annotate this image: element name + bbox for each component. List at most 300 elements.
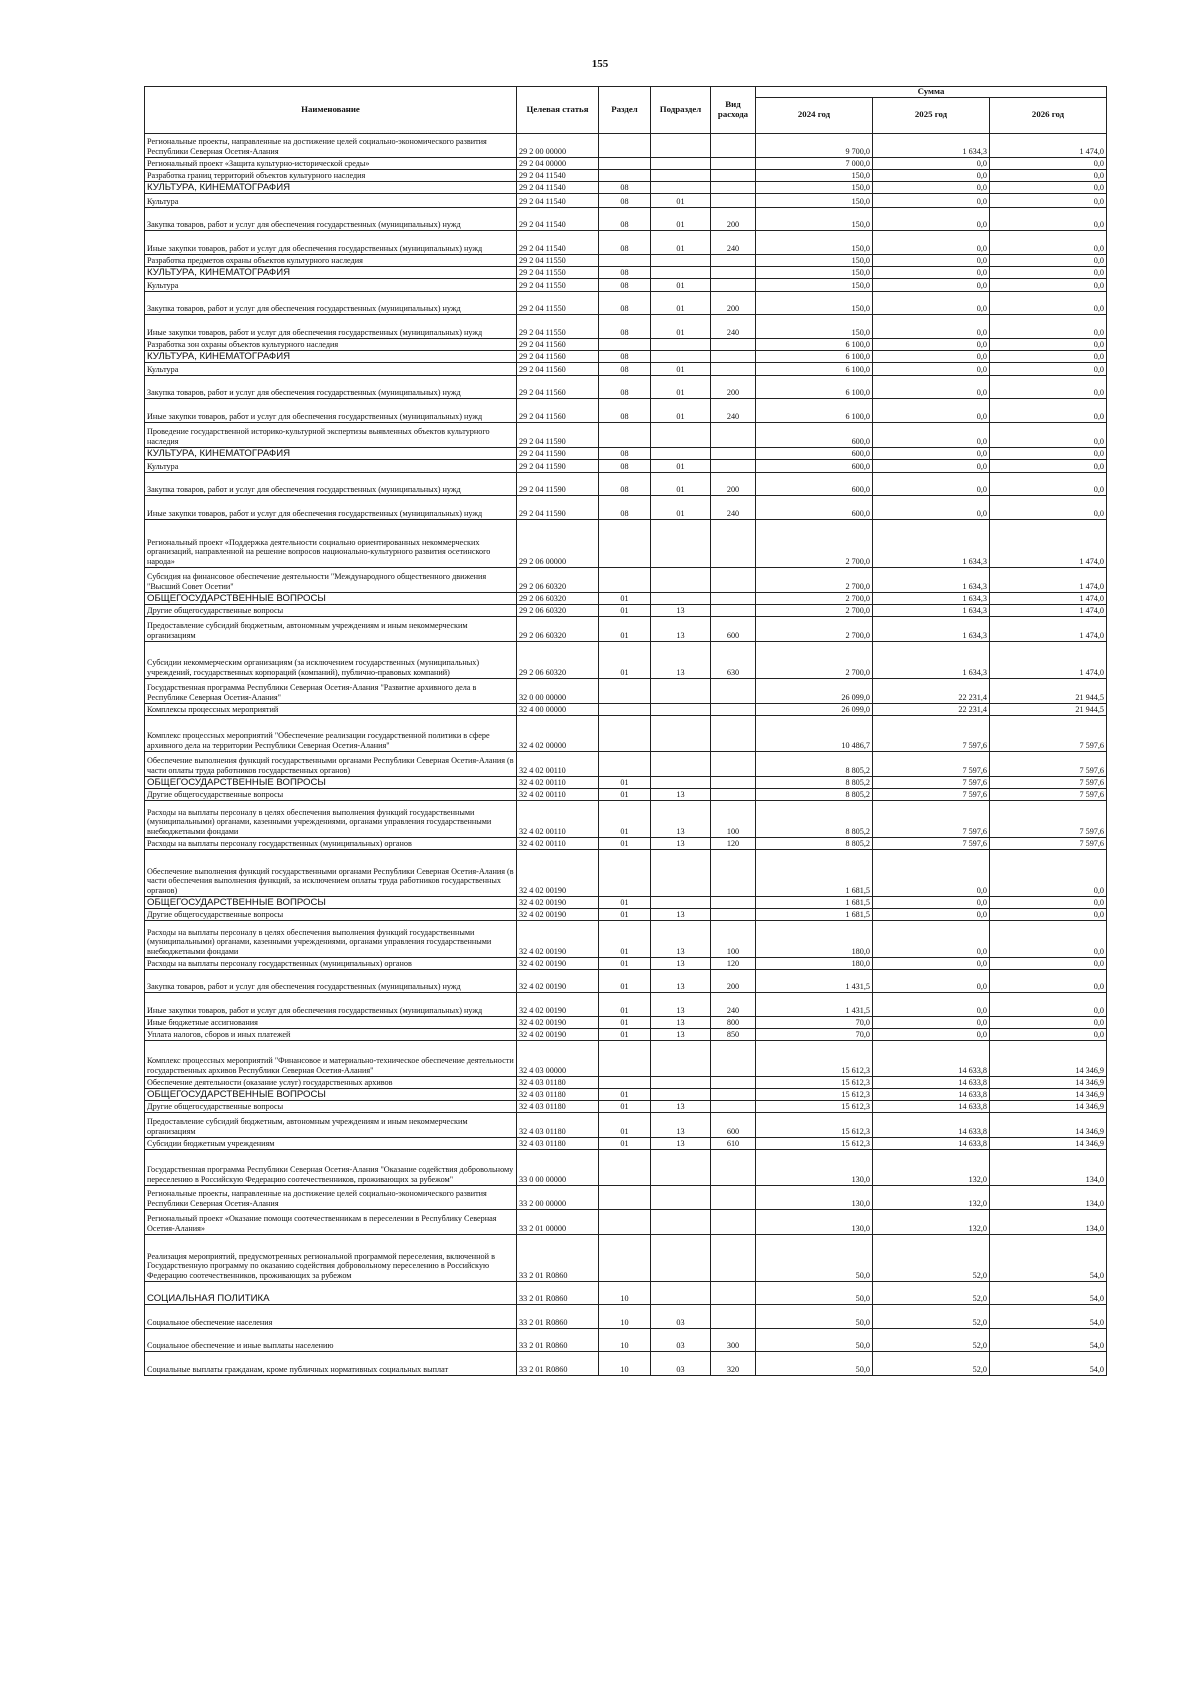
row-name: Социальные выплаты гражданам, кроме публичных нормативных социальных выплат bbox=[145, 1351, 517, 1375]
row-sum-2024: 600,0 bbox=[756, 422, 873, 447]
row-target-article: 32 4 00 00000 bbox=[517, 703, 599, 715]
row-sum-2026: 0,0 bbox=[990, 350, 1107, 362]
row-name: Иные закупки товаров, работ и услуг для обеспечения государственных (муниципальных) нужд bbox=[145, 495, 517, 519]
row-target-article: 29 2 06 00000 bbox=[517, 519, 599, 567]
table-row bbox=[145, 278, 1107, 291]
row-expense-type bbox=[711, 703, 756, 715]
row-section: 01 bbox=[599, 896, 651, 908]
row-sum-2026: 0,0 bbox=[990, 207, 1107, 230]
row-name: ОБЩЕГОСУДАРСТВЕННЫЕ ВОПРОСЫ bbox=[145, 896, 517, 908]
row-sum-2026: 0,0 bbox=[990, 849, 1107, 896]
table-row bbox=[145, 1281, 1107, 1304]
row-expense-type bbox=[711, 338, 756, 350]
row-sum-2024: 6 100,0 bbox=[756, 398, 873, 422]
row-expense-type: 100 bbox=[711, 800, 756, 837]
row-sum-2024: 2 700,0 bbox=[756, 616, 873, 641]
row-sum-2026: 14 346,9 bbox=[990, 1137, 1107, 1149]
row-sum-2024: 15 612,3 bbox=[756, 1137, 873, 1149]
row-target-article: 32 4 02 00190 bbox=[517, 1028, 599, 1040]
row-sum-2024: 70,0 bbox=[756, 1016, 873, 1028]
table-row bbox=[145, 422, 1107, 447]
row-target-article: 33 2 01 R0860 bbox=[517, 1351, 599, 1375]
row-sum-2026: 7 597,6 bbox=[990, 800, 1107, 837]
row-sum-2024: 2 700,0 bbox=[756, 567, 873, 592]
row-name: ОБЩЕГОСУДАРСТВЕННЫЕ ВОПРОСЫ bbox=[145, 1088, 517, 1100]
row-target-article: 33 2 01 R0860 bbox=[517, 1281, 599, 1304]
row-sum-2025: 0,0 bbox=[873, 398, 990, 422]
row-target-article: 32 4 03 01180 bbox=[517, 1100, 599, 1112]
row-section: 01 bbox=[599, 969, 651, 992]
row-sum-2025: 7 597,6 bbox=[873, 800, 990, 837]
row-sum-2025: 14 633,8 bbox=[873, 1100, 990, 1112]
table-row bbox=[145, 920, 1107, 957]
row-expense-type: 320 bbox=[711, 1351, 756, 1375]
row-sum-2025: 0,0 bbox=[873, 422, 990, 447]
row-sum-2024: 50,0 bbox=[756, 1281, 873, 1304]
table-row bbox=[145, 1088, 1107, 1100]
row-name: Иные закупки товаров, работ и услуг для обеспечения государственных (муниципальных) нужд bbox=[145, 314, 517, 338]
row-sum-2025: 52,0 bbox=[873, 1304, 990, 1328]
row-sum-2025: 7 597,6 bbox=[873, 788, 990, 800]
row-target-article: 29 2 04 11540 bbox=[517, 193, 599, 207]
row-expense-type bbox=[711, 1304, 756, 1328]
row-target-article: 32 4 03 01180 bbox=[517, 1112, 599, 1137]
row-target-article: 29 2 04 00000 bbox=[517, 157, 599, 169]
row-name: Субсидия на финансовое обеспечение деятельности "Международного общественного движения "Высший Совет Осетии" bbox=[145, 567, 517, 592]
row-section: 01 bbox=[599, 992, 651, 1016]
row-sum-2025: 0,0 bbox=[873, 472, 990, 495]
row-expense-type bbox=[711, 447, 756, 459]
row-section: 01 bbox=[599, 641, 651, 678]
row-target-article: 29 2 04 11560 bbox=[517, 375, 599, 398]
row-sum-2024: 50,0 bbox=[756, 1351, 873, 1375]
table-row bbox=[145, 472, 1107, 495]
row-subsection: 13 bbox=[651, 800, 711, 837]
row-sum-2026: 14 346,9 bbox=[990, 1088, 1107, 1100]
row-target-article: 33 2 01 R0860 bbox=[517, 1328, 599, 1351]
table-row bbox=[145, 169, 1107, 181]
row-target-article: 29 2 04 11550 bbox=[517, 278, 599, 291]
row-name: Иные закупки товаров, работ и услуг для обеспечения государственных (муниципальных) нужд bbox=[145, 992, 517, 1016]
row-section: 08 bbox=[599, 278, 651, 291]
table-row bbox=[145, 776, 1107, 788]
row-section bbox=[599, 1185, 651, 1209]
row-expense-type bbox=[711, 1088, 756, 1100]
row-sum-2026: 7 597,6 bbox=[990, 751, 1107, 776]
row-target-article: 33 2 01 R0860 bbox=[517, 1234, 599, 1281]
row-subsection bbox=[651, 567, 711, 592]
row-target-article: 29 2 04 11590 bbox=[517, 472, 599, 495]
row-section: 01 bbox=[599, 1028, 651, 1040]
row-expense-type bbox=[711, 1209, 756, 1234]
table-row bbox=[145, 291, 1107, 314]
row-sum-2024: 600,0 bbox=[756, 472, 873, 495]
row-section: 08 bbox=[599, 181, 651, 193]
row-sum-2026: 0,0 bbox=[990, 169, 1107, 181]
row-section: 01 bbox=[599, 1100, 651, 1112]
header-year-2024: 2024 год bbox=[756, 97, 873, 133]
row-sum-2025: 0,0 bbox=[873, 969, 990, 992]
row-name: Разработка зон охраны объектов культурного наследия bbox=[145, 338, 517, 350]
row-section: 08 bbox=[599, 362, 651, 375]
row-section: 08 bbox=[599, 350, 651, 362]
row-sum-2025: 132,0 bbox=[873, 1185, 990, 1209]
row-expense-type: 610 bbox=[711, 1137, 756, 1149]
row-sum-2025: 0,0 bbox=[873, 350, 990, 362]
row-name: Комплекс процессных мероприятий "Обеспечение реализации государственной политики в сфере архивного дела на территории Республики Северная Осетия-Алания" bbox=[145, 715, 517, 751]
row-sum-2026: 0,0 bbox=[990, 969, 1107, 992]
table-row bbox=[145, 495, 1107, 519]
row-sum-2025: 0,0 bbox=[873, 169, 990, 181]
row-section bbox=[599, 1076, 651, 1088]
table-row bbox=[145, 992, 1107, 1016]
row-sum-2025: 0,0 bbox=[873, 1016, 990, 1028]
table-row bbox=[145, 1209, 1107, 1234]
row-subsection bbox=[651, 1088, 711, 1100]
table-row bbox=[145, 715, 1107, 751]
row-sum-2025: 0,0 bbox=[873, 459, 990, 472]
row-sum-2024: 6 100,0 bbox=[756, 338, 873, 350]
row-sum-2024: 150,0 bbox=[756, 314, 873, 338]
row-name: Обеспечение деятельности (оказание услуг) государственных архивов bbox=[145, 1076, 517, 1088]
table-row bbox=[145, 1149, 1107, 1185]
row-name: Региональный проект «Поддержка деятельности социально ориентированных некоммерческих организаций, направленной на решение вопросов национально-культурного развития осетинского народа» bbox=[145, 519, 517, 567]
row-expense-type bbox=[711, 278, 756, 291]
row-sum-2026: 0,0 bbox=[990, 896, 1107, 908]
row-expense-type: 240 bbox=[711, 230, 756, 254]
row-sum-2025: 0,0 bbox=[873, 291, 990, 314]
row-sum-2026: 0,0 bbox=[990, 908, 1107, 920]
row-subsection: 01 bbox=[651, 472, 711, 495]
row-sum-2026: 1 474,0 bbox=[990, 133, 1107, 157]
row-section: 01 bbox=[599, 908, 651, 920]
row-sum-2024: 150,0 bbox=[756, 291, 873, 314]
row-subsection: 13 bbox=[651, 992, 711, 1016]
row-target-article: 32 4 02 00190 bbox=[517, 849, 599, 896]
row-expense-type: 200 bbox=[711, 472, 756, 495]
row-section: 01 bbox=[599, 592, 651, 604]
row-target-article: 29 2 04 11540 bbox=[517, 181, 599, 193]
row-sum-2026: 0,0 bbox=[990, 398, 1107, 422]
row-section bbox=[599, 678, 651, 703]
row-sum-2026: 0,0 bbox=[990, 992, 1107, 1016]
row-sum-2026: 0,0 bbox=[990, 314, 1107, 338]
row-expense-type bbox=[711, 181, 756, 193]
row-expense-type bbox=[711, 157, 756, 169]
row-sum-2026: 0,0 bbox=[990, 472, 1107, 495]
row-expense-type: 240 bbox=[711, 314, 756, 338]
row-target-article: 29 2 04 11560 bbox=[517, 350, 599, 362]
row-expense-type: 630 bbox=[711, 641, 756, 678]
row-subsection bbox=[651, 350, 711, 362]
row-sum-2025: 0,0 bbox=[873, 266, 990, 278]
row-sum-2024: 150,0 bbox=[756, 230, 873, 254]
row-name: Культура bbox=[145, 278, 517, 291]
row-sum-2024: 50,0 bbox=[756, 1304, 873, 1328]
row-sum-2024: 50,0 bbox=[756, 1234, 873, 1281]
row-name: Реализация мероприятий, предусмотренных региональной программой переселения, включенной в Государственную программу по оказанию содействия добровольному переселению в Российскую Федерацию соотечественников, проживающих за рубежом bbox=[145, 1234, 517, 1281]
row-sum-2025: 7 597,6 bbox=[873, 751, 990, 776]
row-sum-2026: 1 474,0 bbox=[990, 641, 1107, 678]
row-sum-2026: 0,0 bbox=[990, 157, 1107, 169]
table-row bbox=[145, 398, 1107, 422]
row-sum-2024: 600,0 bbox=[756, 495, 873, 519]
row-name: Проведение государственной историко-культурной экспертизы выявленных объектов культурного наследия bbox=[145, 422, 517, 447]
row-target-article: 33 0 00 00000 bbox=[517, 1149, 599, 1185]
table-row bbox=[145, 957, 1107, 969]
row-name: Уплата налогов, сборов и иных платежей bbox=[145, 1028, 517, 1040]
row-subsection bbox=[651, 678, 711, 703]
row-expense-type: 120 bbox=[711, 957, 756, 969]
row-subsection bbox=[651, 338, 711, 350]
row-sum-2024: 6 100,0 bbox=[756, 350, 873, 362]
row-subsection bbox=[651, 751, 711, 776]
row-sum-2024: 6 100,0 bbox=[756, 362, 873, 375]
row-expense-type bbox=[711, 1076, 756, 1088]
row-sum-2026: 134,0 bbox=[990, 1149, 1107, 1185]
row-subsection: 13 bbox=[651, 641, 711, 678]
row-section: 01 bbox=[599, 776, 651, 788]
row-sum-2026: 0,0 bbox=[990, 375, 1107, 398]
row-sum-2025: 0,0 bbox=[873, 193, 990, 207]
row-sum-2026: 21 944,5 bbox=[990, 703, 1107, 715]
row-target-article: 32 4 02 00190 bbox=[517, 920, 599, 957]
row-sum-2024: 150,0 bbox=[756, 207, 873, 230]
row-target-article: 32 4 02 00190 bbox=[517, 1016, 599, 1028]
row-name: ОБЩЕГОСУДАРСТВЕННЫЕ ВОПРОСЫ bbox=[145, 592, 517, 604]
table-row bbox=[145, 800, 1107, 837]
table-row bbox=[145, 375, 1107, 398]
row-sum-2025: 0,0 bbox=[873, 157, 990, 169]
table-row bbox=[145, 1076, 1107, 1088]
row-target-article: 32 4 02 00110 bbox=[517, 788, 599, 800]
row-target-article: 32 4 02 00190 bbox=[517, 957, 599, 969]
row-sum-2025: 22 231,4 bbox=[873, 678, 990, 703]
table-row bbox=[145, 362, 1107, 375]
row-section: 08 bbox=[599, 207, 651, 230]
row-target-article: 32 4 02 00110 bbox=[517, 751, 599, 776]
row-subsection: 03 bbox=[651, 1304, 711, 1328]
row-sum-2026: 0,0 bbox=[990, 1016, 1107, 1028]
row-name: Социальное обеспечение населения bbox=[145, 1304, 517, 1328]
row-sum-2024: 70,0 bbox=[756, 1028, 873, 1040]
table-row bbox=[145, 788, 1107, 800]
row-section: 10 bbox=[599, 1304, 651, 1328]
row-target-article: 29 2 04 11550 bbox=[517, 266, 599, 278]
row-target-article: 29 2 04 11550 bbox=[517, 254, 599, 266]
table-row bbox=[145, 266, 1107, 278]
row-sum-2025: 14 633,8 bbox=[873, 1112, 990, 1137]
row-section bbox=[599, 519, 651, 567]
row-subsection bbox=[651, 1040, 711, 1076]
row-name: Предоставление субсидий бюджетным, автономным учреждениям и иным некоммерческим организациям bbox=[145, 616, 517, 641]
row-name: Закупка товаров, работ и услуг для обеспечения государственных (муниципальных) нужд bbox=[145, 291, 517, 314]
row-sum-2025: 0,0 bbox=[873, 908, 990, 920]
table-row bbox=[145, 1137, 1107, 1149]
row-target-article: 33 2 01 R0860 bbox=[517, 1304, 599, 1328]
row-section: 08 bbox=[599, 193, 651, 207]
row-sum-2025: 0,0 bbox=[873, 849, 990, 896]
header-subsection: Подраздел bbox=[651, 87, 711, 134]
row-subsection bbox=[651, 896, 711, 908]
row-sum-2025: 0,0 bbox=[873, 254, 990, 266]
table-row bbox=[145, 519, 1107, 567]
row-sum-2025: 1 634,3 bbox=[873, 592, 990, 604]
row-sum-2024: 150,0 bbox=[756, 193, 873, 207]
row-subsection: 13 bbox=[651, 920, 711, 957]
row-target-article: 32 4 02 00190 bbox=[517, 992, 599, 1016]
row-name: Расходы на выплаты персоналу в целях обеспечения выполнения функций государственными (муниципальными) органами, казенными учреждениями, органами управления государственными внебюджетными фондами bbox=[145, 800, 517, 837]
row-section: 08 bbox=[599, 447, 651, 459]
row-sum-2026: 54,0 bbox=[990, 1304, 1107, 1328]
row-sum-2024: 26 099,0 bbox=[756, 678, 873, 703]
row-subsection bbox=[651, 715, 711, 751]
row-sum-2026: 0,0 bbox=[990, 181, 1107, 193]
row-name: Государственная программа Республики Северная Осетия-Алания "Развитие архивного дела в Республике Северная Осетия-Алания" bbox=[145, 678, 517, 703]
row-expense-type bbox=[711, 519, 756, 567]
row-name: Культура bbox=[145, 362, 517, 375]
row-sum-2026: 0,0 bbox=[990, 1028, 1107, 1040]
row-expense-type bbox=[711, 567, 756, 592]
row-name: Комплекс процессных мероприятий "Финансовое и материально-техническое обеспечение деятельности государственных архивов Республики Северная Осетия-Алания" bbox=[145, 1040, 517, 1076]
row-subsection: 01 bbox=[651, 459, 711, 472]
row-section: 01 bbox=[599, 788, 651, 800]
row-expense-type bbox=[711, 422, 756, 447]
row-sum-2026: 0,0 bbox=[990, 266, 1107, 278]
row-sum-2026: 134,0 bbox=[990, 1209, 1107, 1234]
row-subsection bbox=[651, 133, 711, 157]
row-section: 01 bbox=[599, 604, 651, 616]
row-target-article: 29 2 04 11560 bbox=[517, 362, 599, 375]
row-sum-2025: 1 634,3 bbox=[873, 133, 990, 157]
row-sum-2026: 54,0 bbox=[990, 1351, 1107, 1375]
row-name: КУЛЬТУРА, КИНЕМАТОГРАФИЯ bbox=[145, 266, 517, 278]
header-sum: Сумма bbox=[756, 87, 1107, 98]
table-row bbox=[145, 350, 1107, 362]
row-sum-2024: 26 099,0 bbox=[756, 703, 873, 715]
row-section: 01 bbox=[599, 1088, 651, 1100]
row-sum-2025: 0,0 bbox=[873, 1028, 990, 1040]
table-row bbox=[145, 604, 1107, 616]
row-target-article: 29 2 04 11540 bbox=[517, 207, 599, 230]
row-section: 01 bbox=[599, 800, 651, 837]
row-sum-2025: 0,0 bbox=[873, 495, 990, 519]
row-sum-2024: 1 431,5 bbox=[756, 992, 873, 1016]
row-name: Предоставление субсидий бюджетным, автономным учреждениям и иным некоммерческим организациям bbox=[145, 1112, 517, 1137]
row-sum-2025: 132,0 bbox=[873, 1209, 990, 1234]
row-target-article: 29 2 04 11550 bbox=[517, 291, 599, 314]
row-sum-2024: 7 000,0 bbox=[756, 157, 873, 169]
row-subsection: 01 bbox=[651, 207, 711, 230]
row-expense-type bbox=[711, 1185, 756, 1209]
row-expense-type: 300 bbox=[711, 1328, 756, 1351]
row-subsection bbox=[651, 422, 711, 447]
row-name: Разработка предметов охраны объектов культурного наследия bbox=[145, 254, 517, 266]
row-sum-2024: 8 805,2 bbox=[756, 837, 873, 849]
row-sum-2024: 50,0 bbox=[756, 1328, 873, 1351]
row-sum-2025: 0,0 bbox=[873, 314, 990, 338]
row-sum-2024: 180,0 bbox=[756, 957, 873, 969]
row-expense-type: 600 bbox=[711, 1112, 756, 1137]
row-name: Субсидии некоммерческим организациям (за исключением государственных (муниципальных) учреждений, государственных корпораций (компаний), публично-правовых компаний) bbox=[145, 641, 517, 678]
row-expense-type: 100 bbox=[711, 920, 756, 957]
row-sum-2026: 54,0 bbox=[990, 1328, 1107, 1351]
table-row bbox=[145, 969, 1107, 992]
row-sum-2025: 0,0 bbox=[873, 278, 990, 291]
row-name: Социальное обеспечение и иные выплаты населению bbox=[145, 1328, 517, 1351]
row-target-article: 29 2 04 11540 bbox=[517, 169, 599, 181]
row-sum-2025: 22 231,4 bbox=[873, 703, 990, 715]
row-sum-2025: 0,0 bbox=[873, 896, 990, 908]
row-subsection: 01 bbox=[651, 291, 711, 314]
row-expense-type bbox=[711, 350, 756, 362]
row-expense-type bbox=[711, 362, 756, 375]
table-row bbox=[145, 1112, 1107, 1137]
row-sum-2024: 600,0 bbox=[756, 447, 873, 459]
row-section bbox=[599, 422, 651, 447]
row-section: 08 bbox=[599, 495, 651, 519]
row-subsection bbox=[651, 1234, 711, 1281]
row-sum-2026: 54,0 bbox=[990, 1281, 1107, 1304]
row-target-article: 29 2 04 11590 bbox=[517, 422, 599, 447]
header-expense-type: Вид расхода bbox=[711, 87, 756, 134]
row-sum-2025: 7 597,6 bbox=[873, 837, 990, 849]
row-subsection bbox=[651, 1149, 711, 1185]
row-sum-2024: 15 612,3 bbox=[756, 1076, 873, 1088]
row-subsection: 01 bbox=[651, 362, 711, 375]
row-sum-2026: 0,0 bbox=[990, 278, 1107, 291]
row-section: 01 bbox=[599, 1137, 651, 1149]
row-section: 08 bbox=[599, 291, 651, 314]
row-target-article: 32 4 03 00000 bbox=[517, 1040, 599, 1076]
row-sum-2026: 0,0 bbox=[990, 447, 1107, 459]
table-row bbox=[145, 193, 1107, 207]
row-section: 01 bbox=[599, 1016, 651, 1028]
table-row bbox=[145, 567, 1107, 592]
header-target-article: Целевая статья bbox=[517, 87, 599, 134]
row-sum-2026: 14 346,9 bbox=[990, 1076, 1107, 1088]
row-sum-2026: 1 474,0 bbox=[990, 567, 1107, 592]
row-section bbox=[599, 157, 651, 169]
row-target-article: 32 0 00 00000 bbox=[517, 678, 599, 703]
row-target-article: 32 4 02 00110 bbox=[517, 776, 599, 788]
row-target-article: 32 4 03 01180 bbox=[517, 1088, 599, 1100]
row-name: Комплексы процессных мероприятий bbox=[145, 703, 517, 715]
row-sum-2025: 1 634,3 bbox=[873, 641, 990, 678]
row-expense-type bbox=[711, 715, 756, 751]
row-target-article: 29 2 04 11540 bbox=[517, 230, 599, 254]
row-sum-2026: 134,0 bbox=[990, 1185, 1107, 1209]
page-number: 155 bbox=[591, 58, 609, 70]
row-name: Иные закупки товаров, работ и услуг для обеспечения государственных (муниципальных) нужд bbox=[145, 398, 517, 422]
row-target-article: 29 2 04 11560 bbox=[517, 338, 599, 350]
row-expense-type: 200 bbox=[711, 207, 756, 230]
table-row bbox=[145, 230, 1107, 254]
row-sum-2026: 1 474,0 bbox=[990, 616, 1107, 641]
row-sum-2024: 130,0 bbox=[756, 1209, 873, 1234]
row-subsection bbox=[651, 181, 711, 193]
row-subsection bbox=[651, 592, 711, 604]
row-sum-2026: 54,0 bbox=[990, 1234, 1107, 1281]
row-sum-2025: 7 597,6 bbox=[873, 715, 990, 751]
row-name: ОБЩЕГОСУДАРСТВЕННЫЕ ВОПРОСЫ bbox=[145, 776, 517, 788]
table-row bbox=[145, 849, 1107, 896]
row-sum-2024: 150,0 bbox=[756, 254, 873, 266]
row-subsection bbox=[651, 1209, 711, 1234]
row-sum-2026: 0,0 bbox=[990, 338, 1107, 350]
row-section bbox=[599, 1234, 651, 1281]
table-body bbox=[145, 133, 1107, 1375]
